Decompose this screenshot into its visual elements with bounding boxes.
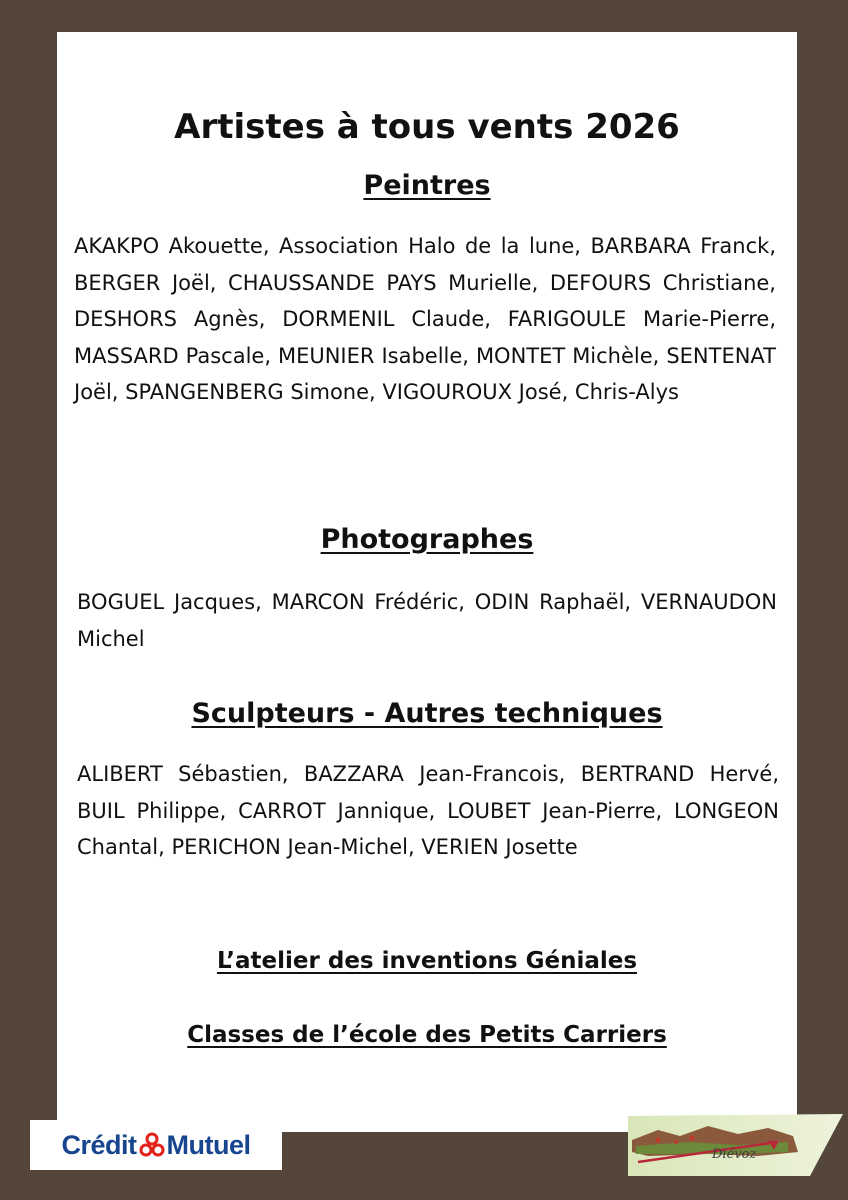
poster-sheet: [57, 32, 797, 1132]
dievoz-flower: [690, 1136, 695, 1141]
atelier-heading: L’atelier des inventions Géniales: [216, 948, 638, 974]
peintres-list: AKAKPO Akouette, Association Halo de la lune, BARBARA Franck, BERGER Joël, CHAUSSANDE PAYS Murielle, DEFOURS Christiane, DESHORS Agnès, DORMENIL Claude, FARIGOULE Marie-Pierre, MASSARD Pascale, MEUNIER Isabelle, MONTET Michèle, SENTENAT Joël, SPANGENBERG Simone, VIGOUROUX José, Chris-Alys: [74, 234, 776, 404]
heading-photographes: Photographes: [320, 524, 534, 555]
credit-mutuel-part1: Crédit: [61, 1129, 137, 1160]
photographes-list: BOGUEL Jacques, MARCON Frédéric, ODIN Raphaël, VERNAUDON Michel: [77, 590, 777, 651]
heading-sculpteurs: Sculpteurs - Autres techniques: [191, 698, 663, 729]
classes-heading: Classes de l’école des Petits Carriers: [187, 1022, 667, 1048]
dievoz-logo: [628, 1112, 843, 1176]
credit-mutuel-logo: [30, 1120, 282, 1170]
dievoz-flower: [674, 1140, 678, 1144]
credit-mutuel-emblem-icon: [139, 1132, 165, 1158]
heading-peintres: Peintres: [363, 170, 491, 201]
dievoz-logo-text: Diévoz: [712, 1147, 757, 1162]
credit-mutuel-part2: Mutuel: [166, 1129, 251, 1160]
poster-title: Artistes à tous vents 2026: [174, 107, 680, 147]
dievoz-flower: [656, 1138, 661, 1143]
sculpteurs-list: ALIBERT Sébastien, BAZZARA Jean-Francois, BERTRAND Hervé, BUIL Philippe, CARROT Jannique, LOUBET Jean-Pierre, LONGEON Chantal, PERICHON Jean-Michel, VERIEN Josette: [77, 762, 779, 859]
